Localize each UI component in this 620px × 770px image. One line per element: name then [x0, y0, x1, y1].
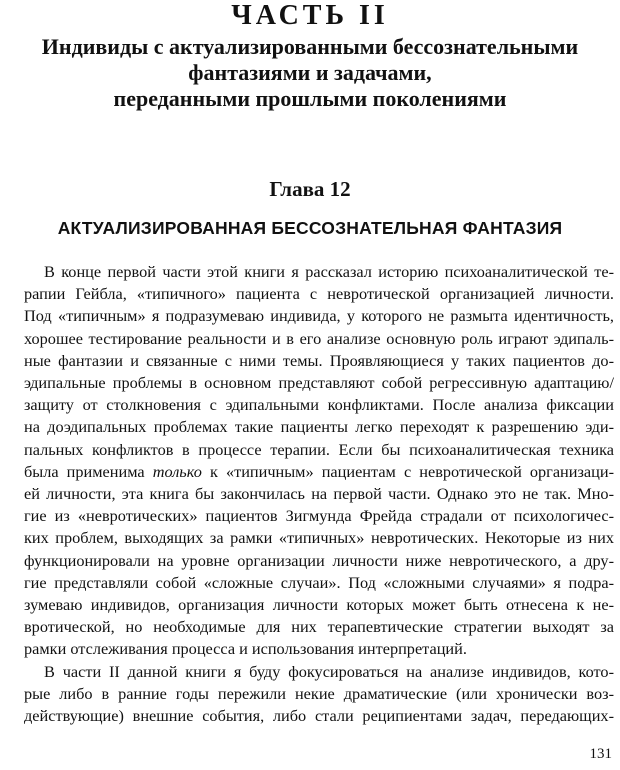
part-subtitle [0, 34, 620, 112]
body-line: вротической, но необходимые для них терапевтические стратегии выходят за [24, 617, 614, 637]
body-line: хорошее тестирование реальности и в его анализе основную роль играют эдипаль- [24, 328, 614, 348]
body-line: рапии Гейбла, «типичного» пациента с невротической организацией личности. [24, 284, 614, 304]
body-line: рамки отслеживания процесса и использования интерпретаций. [24, 639, 467, 659]
body-text [24, 261, 614, 727]
body-line: ные фантазии и связанные с ними темы. Проявляющиеся у таких пациентов до- [24, 350, 614, 370]
body-line: зумеваю индивидов, организация личности которых может быть отнесена к не- [24, 595, 614, 615]
chapter-title: АКТУАЛИЗИРОВАННАЯ БЕССОЗНАТЕЛЬНАЯ ФАНТАЗИЯ [57, 218, 563, 238]
body-line: защиту от столкновения с эдипальными конфликтами. После анализа фиксации [24, 395, 614, 415]
body-line: пальных конфликтов в процессе терапии. Если бы психоаналитическая техника [24, 439, 614, 459]
body-line: В части II данной книги я буду фокусироваться на анализе индивидов, кото- [44, 661, 614, 681]
body-line: на доэдипальных проблемах такие пациенты легко переходят к разрешению эди- [24, 417, 614, 437]
body-line: Под «типичным» я подразумеваю индивида, у которого не размыта идентичность, [24, 306, 614, 326]
part-subtitle-line: переданными прошлыми поколениями [113, 86, 507, 111]
body-line: была применима только к «типичным» пациентам с невротической организаци- [24, 461, 614, 481]
page-number: 131 [589, 746, 612, 762]
body-line: гие из «невротических» пациентов Зигмунда Фрейда страдали от психологичес- [24, 506, 614, 526]
part-title: ЧАСТЬ II [231, 0, 389, 31]
body-line: рые либо в ранние годы пережили некие драматические (или хронически воз- [24, 683, 614, 703]
body-line: гие представляли собой «сложные случаи». Под «сложными случаями» я подра- [24, 572, 614, 592]
body-line: эдипальные проблемы в основном представляют собой регрессивную адаптацию/ [24, 373, 614, 393]
part-subtitle-line: фантазиями и задачами, [188, 60, 432, 85]
part-subtitle-line: Индивиды с актуализированными бессознательными [41, 34, 579, 59]
body-line: ей личности, эта книга бы закончилась на первой части. Однако это не так. Мно- [24, 484, 614, 504]
chapter-number: Глава 12 [269, 177, 351, 201]
body-line: действующие) внешние события, либо стали реципиентами задач, передающих- [24, 706, 614, 726]
body-line: В конце первой части этой книги я рассказал историю психоаналитической те- [44, 262, 614, 281]
body-line: ких проблем, выходящих за рамки «типичных» невротических. Некоторые из них [24, 528, 614, 548]
body-line: функционировали на уровне организации личности ниже невротического, а дру- [24, 550, 614, 570]
